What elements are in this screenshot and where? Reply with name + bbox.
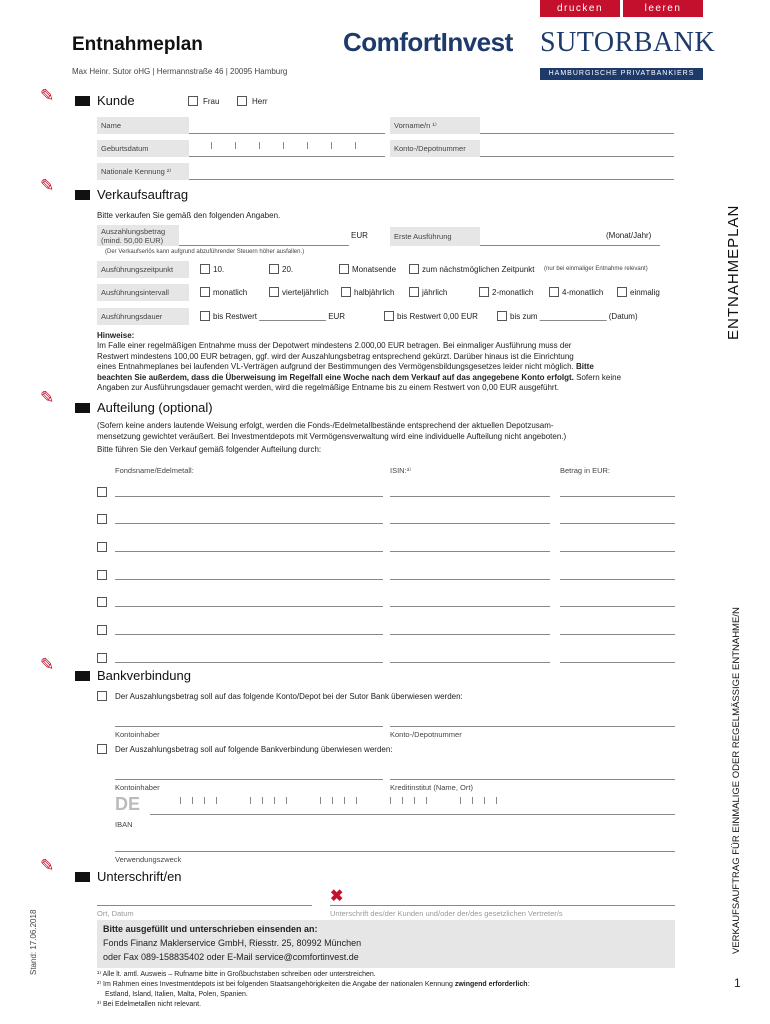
aufteilung-text: (Sofern keine anders lautende Weisung erfolgt, werden die Fonds-/Edelmetallbestände entsprechend der aktuellen Depotzusam- mensetzung gewichtet veräußert. Bei Investmentdepots mit Vermögensverwaltung wird eine individuelle Aufteilung nicht angeboten.) Bitte führen Sie den Verkauf gemäß folgender Aufteilung durch:: [97, 421, 567, 454]
checkbox-intervall-halbjaehrlich[interactable]: [341, 287, 351, 297]
col-betrag: Betrag in EUR:: [560, 466, 611, 475]
kontoinhaber-input[interactable]: [115, 726, 383, 727]
fund-row-checkbox[interactable]: [97, 542, 107, 552]
checkbox-intervall-jaehrlich[interactable]: [409, 287, 419, 297]
section-title-bank: Bankverbindung: [97, 668, 191, 683]
fund-name-input[interactable]: [115, 606, 383, 607]
checkbox-intervall-monatlich[interactable]: [200, 287, 210, 297]
kontoinhaber-label: Kontoinhaber: [115, 730, 160, 739]
fund-isin-input[interactable]: [390, 579, 550, 580]
checkbox-dauer-restwert[interactable]: [200, 311, 210, 321]
fund-betrag-input[interactable]: [560, 634, 675, 635]
opt-intervall-monatlich: monatlich: [213, 288, 248, 297]
sign-here-x-icon: ✖: [330, 888, 344, 905]
fund-row-checkbox[interactable]: [97, 487, 107, 497]
checkbox-frau[interactable]: [188, 96, 198, 106]
iban-digit-tick: [192, 797, 193, 804]
iban-digit-tick: [484, 797, 485, 804]
iban-digit-tick: [274, 797, 275, 804]
fund-betrag-input[interactable]: [560, 523, 675, 524]
opt-intervall-vierteljaehrlich: vierteljährlich: [282, 288, 329, 297]
section-marker: [75, 403, 90, 413]
pencil-icon: ✎: [40, 86, 55, 105]
section-marker: [75, 190, 90, 200]
pencil-icon: ✎: [40, 388, 55, 407]
section-title-kunde: Kunde: [97, 93, 135, 108]
fund-row-checkbox[interactable]: [97, 653, 107, 663]
signature-input[interactable]: [330, 905, 675, 906]
pencil-icon: ✎: [40, 655, 55, 674]
fund-isin-input[interactable]: [390, 496, 550, 497]
iban-digit-tick: [204, 797, 205, 804]
verkauf-intro: Bitte verkaufen Sie gemäß den folgenden Angaben.: [97, 211, 281, 220]
bank-opt1: Der Auszahlungsbetrag soll auf das folgende Konto/Depot bei der Sutor Bank überwiesen werden:: [115, 692, 463, 701]
signature-label: Unterschrift des/der Kunden und/oder der/des gesetzlichen Vertreter/s: [330, 909, 563, 918]
print-button[interactable]: drucken: [540, 0, 620, 17]
section-title-unterschrift: Unterschrift/en: [97, 869, 182, 884]
pencil-icon: ✎: [40, 176, 55, 195]
footnote-2-countries: Estland, Island, Italien, Malta, Polen, Spanien.: [105, 991, 248, 998]
opt-zeitpunkt-monatsende: Monatsende: [352, 265, 397, 274]
fund-name-input[interactable]: [115, 523, 383, 524]
kontoinhaber2-label: Kontoinhaber: [115, 783, 160, 792]
section-marker: [75, 96, 90, 106]
opt-zeitpunkt-naechst: zum nächstmöglichen Zeitpunkt: [422, 265, 535, 274]
section-marker: [75, 872, 90, 882]
monat-jahr-hint: (Monat/Jahr): [606, 231, 652, 240]
fund-name-input[interactable]: [115, 662, 383, 663]
zeitpunkt-label: Ausführungszeitpunkt: [97, 261, 189, 278]
kreditinstitut-input[interactable]: [390, 779, 675, 780]
footnote-1: ¹⁾ Alle lt. amtl. Ausweis – Rufname bitte in Großbuchstaben schreiben oder unterstreichen.: [97, 971, 376, 978]
fund-isin-input[interactable]: [390, 523, 550, 524]
opt-intervall-jaehrlich: jährlich: [422, 288, 448, 297]
fund-name-input[interactable]: [115, 634, 383, 635]
stand-date: Stand: 17.06.2018: [29, 909, 38, 975]
vorname-label: Vorname/n ¹⁾: [390, 117, 480, 134]
opt-intervall-2monatlich: 2-monatlich: [492, 288, 534, 297]
betrag-label: Auszahlungsbetrag (mind. 50,00 EUR): [97, 225, 179, 246]
hinweise-title: Hinweise:: [97, 331, 135, 340]
iban-digit-tick: [344, 797, 345, 804]
checkbox-intervall-einmalig[interactable]: [617, 287, 627, 297]
bank-opt2: Der Auszahlungsbetrag soll auf folgende Bankverbindung überwiesen werden:: [115, 745, 393, 754]
page-number: 1: [734, 976, 741, 990]
section-marker: [75, 671, 90, 681]
opt-zeitpunkt-20: 20.: [282, 265, 294, 274]
footnote-2: ²⁾ Im Rahmen eines Investmentdepots ist bei folgenden Staatsangehörigkeiten die Angabe der nationalen Kennung zwingend erforderlich:: [97, 981, 530, 988]
iban-digit-tick: [332, 797, 333, 804]
opt-intervall-4monatlich: 4-monatlich: [562, 288, 604, 297]
iban-digit-tick: [262, 797, 263, 804]
label-frau: Frau: [203, 97, 220, 106]
kreditinstitut-label: Kreditinstitut (Name, Ort): [390, 783, 473, 792]
konto-depot-input[interactable]: [390, 726, 675, 727]
iban-digit-tick: [390, 797, 391, 804]
iban-digit-tick: [216, 797, 217, 804]
col-fonds: Fondsname/Edelmetall:: [115, 466, 194, 475]
footnote-3: ³⁾ Bei Edelmetallen nicht relevant.: [97, 1001, 202, 1008]
kontoinhaber2-input[interactable]: [115, 779, 383, 780]
fund-betrag-input[interactable]: [560, 496, 675, 497]
iban-label: IBAN: [115, 820, 133, 829]
ort-datum-input[interactable]: [97, 905, 312, 906]
fund-isin-input[interactable]: [390, 662, 550, 663]
iban-digit-tick: [426, 797, 427, 804]
send-to-box: Bitte ausgefüllt und unterschrieben einsenden an: Fonds Finanz Maklerservice GmbH, Riesstr. 25, 80992 München oder Fax 089-158835402 oder E-Mail service@comfortinvest.de: [97, 920, 675, 968]
fund-betrag-input[interactable]: [560, 662, 675, 663]
eur-unit: EUR: [351, 231, 368, 240]
iban-digit-tick: [496, 797, 497, 804]
fund-betrag-input[interactable]: [560, 579, 675, 580]
checkbox-zeitpunkt-20[interactable]: [269, 264, 279, 274]
konto-label: Konto-/Depotnummer: [390, 140, 480, 157]
checkbox-intervall-vierteljaehrlich[interactable]: [269, 287, 279, 297]
pencil-icon: ✎: [40, 856, 55, 875]
fund-isin-input[interactable]: [390, 606, 550, 607]
iban-country-prefix: DE: [115, 794, 141, 814]
fund-row-checkbox[interactable]: [97, 597, 107, 607]
checkbox-zeitpunkt-10[interactable]: [200, 264, 210, 274]
verwendungszweck-label: Verwendungszweck: [115, 855, 182, 864]
checkbox-andere-bank[interactable]: [97, 744, 107, 754]
steuer-note: (Der Verkaufserlös kann aufgrund abzuführender Steuern höher ausfallen.): [105, 249, 305, 255]
vertical-title: ENTNAHMEPLAN: [725, 204, 742, 340]
fund-row-checkbox[interactable]: [97, 570, 107, 580]
comfortinvest-logo: ComfortInvest: [343, 27, 513, 57]
intervall-label: Ausführungsintervall: [97, 284, 189, 301]
konto-depot-label: Konto-/Depotnummer: [390, 730, 462, 739]
section-title-verkauf: Verkaufsauftrag: [97, 187, 189, 202]
hinweise-text: Im Falle einer regelmäßigen Entnahme muss der Depotwert mindestens 2.000,00 EUR betragen. Bei einmaliger Ausführung muss der Restwert mindestens 100,00 EUR betragen, ggf. wird der Auszahlungsbetrag entsprechend gekürzt. Darüber hinaus ist die Einrichtung eines Entnahmeplanes bei laufenden VL-Verträgen aufgrund der Bestimmungen des Vermögensbildungsgesetzes leider nicht möglich. Bitte beachten Sie außerdem, dass die Überweisung im Regelfall eine Woche nach dem Verkauf auf das angegebene Konto erfolgt. Sofern keine Angaben zur Ausführungsdauer gemacht werden, wird die regelmäßige Entname bis zu einem Restwert von 0,00 EUR ausgeführt.: [97, 341, 622, 392]
opt-dauer-datum: bis zum _______________ (Datum): [510, 312, 638, 321]
opt-dauer-restwert-null: bis Restwert 0,00 EUR: [397, 312, 478, 321]
opt-intervall-halbjaehrlich: halbjährlich: [354, 288, 395, 297]
fund-row-checkbox[interactable]: [97, 514, 107, 524]
fund-name-input[interactable]: [115, 551, 383, 552]
iban-digit-tick: [180, 797, 181, 804]
fund-name-input[interactable]: [115, 496, 383, 497]
section-title-aufteilung: Aufteilung (optional): [97, 400, 213, 415]
fund-isin-input[interactable]: [390, 634, 550, 635]
geburtsdatum-label: Geburtsdatum: [97, 140, 189, 157]
checkbox-sutor-konto[interactable]: [97, 691, 107, 701]
iban-digit-tick: [472, 797, 473, 804]
checkbox-herr[interactable]: [237, 96, 247, 106]
iban-digit-tick: [356, 797, 357, 804]
verwendungszweck-input[interactable]: [115, 851, 675, 852]
checkbox-zeitpunkt-naechst[interactable]: [409, 264, 419, 274]
kennung-input[interactable]: [189, 163, 674, 180]
label-herr: Herr: [252, 97, 268, 106]
ort-datum-label: Ort, Datum: [97, 909, 134, 918]
checkbox-dauer-datum[interactable]: [497, 311, 507, 321]
iban-digit-tick: [402, 797, 403, 804]
name-label: Name: [97, 117, 189, 134]
zeitpunkt-note: (nur bei einmaliger Entnahme relevant): [544, 266, 648, 272]
iban-digit-tick: [250, 797, 251, 804]
checkbox-dauer-restwert-null[interactable]: [384, 311, 394, 321]
checkbox-intervall-4monatlich[interactable]: [549, 287, 559, 297]
geburtsdatum-input[interactable]: [189, 140, 385, 157]
opt-zeitpunkt-10: 10.: [213, 265, 225, 274]
footnotes: [97, 970, 677, 1010]
page-title: Entnahmeplan: [72, 34, 203, 55]
checkbox-intervall-2monatlich[interactable]: [479, 287, 489, 297]
clear-button[interactable]: leeren: [623, 0, 703, 17]
fund-isin-input[interactable]: [390, 551, 550, 552]
sutorbank-logo: SUTORBANK: [540, 27, 716, 58]
iban-digit-tick: [460, 797, 461, 804]
opt-intervall-einmalig: einmalig: [630, 288, 660, 297]
betrag-input[interactable]: [179, 225, 349, 246]
iban-input[interactable]: [150, 797, 675, 815]
kennung-label: Nationale Kennung ²⁾: [97, 163, 189, 180]
col-isin: ISIN:³⁾: [390, 466, 412, 475]
iban-digit-tick: [414, 797, 415, 804]
fund-name-input[interactable]: [115, 579, 383, 580]
checkbox-zeitpunkt-monatsende[interactable]: [339, 264, 349, 274]
fund-row-checkbox[interactable]: [97, 625, 107, 635]
dauer-label: Ausführungsdauer: [97, 308, 189, 325]
konto-input[interactable]: [480, 140, 674, 157]
name-input[interactable]: [189, 117, 385, 134]
vorname-input[interactable]: [480, 117, 674, 134]
iban-digit-tick: [286, 797, 287, 804]
erste-ausfuehrung-label: Erste Ausführung: [390, 227, 480, 246]
vertical-subtitle: VERKAUFSAUFTRAG FÜR EINMALIGE ODER REGELMÄSSIGE ENTNAHME/N: [731, 607, 742, 954]
fund-betrag-input[interactable]: [560, 551, 675, 552]
sutorbank-tagline: HAMBURGISCHE PRIVATBANKIERS SEIT 1921: [540, 68, 703, 80]
sender-address: Max Heinr. Sutor oHG | Hermannstraße 46 | 20095 Hamburg: [72, 67, 288, 76]
iban-digit-tick: [320, 797, 321, 804]
opt-dauer-restwert: bis Restwert _______________ EUR: [213, 312, 346, 321]
fund-betrag-input[interactable]: [560, 606, 675, 607]
